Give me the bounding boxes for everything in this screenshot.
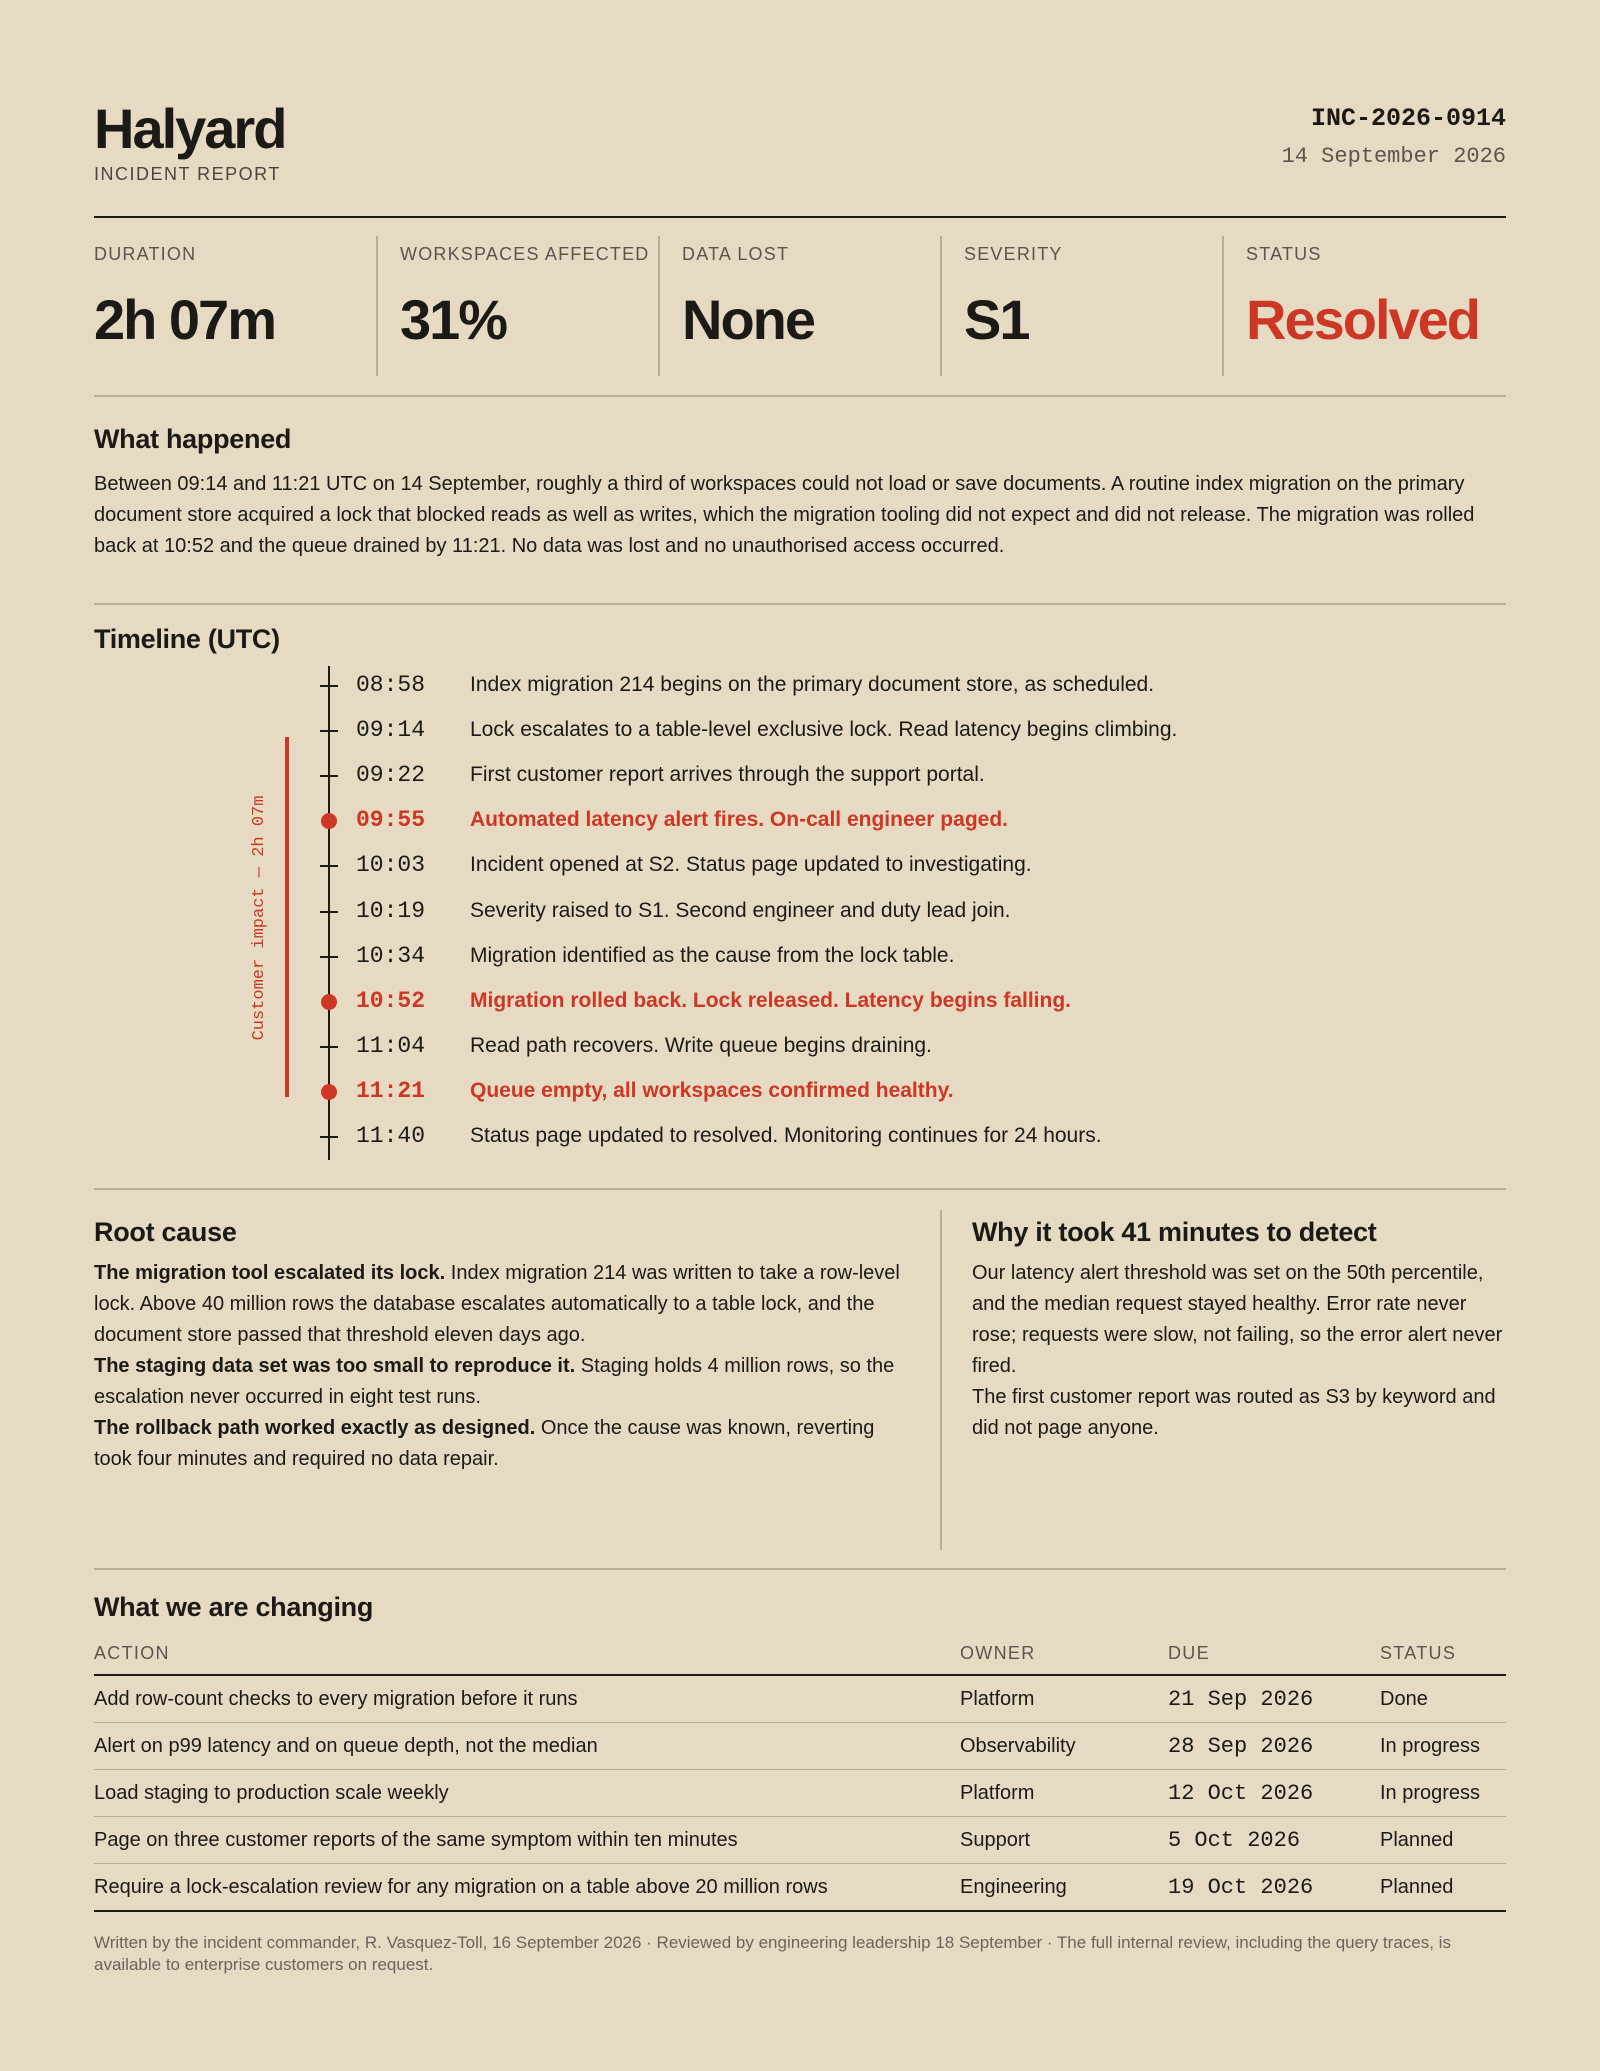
event-text: Severity raised to S1. Second engineer and duty lead join. <box>470 898 1011 922</box>
timeline-tick <box>320 865 338 867</box>
stat-label: DATA LOST <box>682 244 790 264</box>
timeline-event <box>94 754 1506 798</box>
root-cause-text: Index migration 214 was written to take a row-level lock. Above 40 million rows the database escalates automatically to a table lock, and the document store passed that threshold eleven days ago. <box>94 1262 900 1346</box>
stat-label: SEVERITY <box>964 244 1063 264</box>
event-time: 10:03 <box>356 852 426 879</box>
root-cause-item <box>94 1351 914 1413</box>
changes-table <box>94 1643 1506 1912</box>
table-row <box>94 1770 1506 1817</box>
summary-stats <box>94 236 1506 376</box>
column-header-action: ACTION <box>94 1643 960 1675</box>
cell-status: In progress <box>1380 1770 1506 1817</box>
report-header <box>94 98 1506 218</box>
changes-section <box>94 1592 1506 1912</box>
stat-value: S1 <box>964 288 1029 351</box>
cell-owner: Support <box>960 1817 1168 1864</box>
table-row <box>94 1864 1506 1912</box>
table-header-row <box>94 1643 1506 1675</box>
stat-data-lost <box>658 236 940 376</box>
stat-value: 31% <box>400 288 507 351</box>
event-text: Migration identified as the cause from the lock table. <box>470 943 955 967</box>
cell-due: 28 Sep 2026 <box>1168 1723 1380 1770</box>
stat-label: WORKSPACES AFFECTED <box>400 244 650 264</box>
section-title: What we are changing <box>94 1592 374 1622</box>
timeline-tick <box>320 1136 338 1138</box>
stat-value-status: Resolved <box>1246 288 1479 351</box>
cell-status: In progress <box>1380 1723 1506 1770</box>
cell-action: Alert on p99 latency and on queue depth, not the median <box>94 1723 960 1770</box>
root-cause-lead: The rollback path worked exactly as designed. <box>94 1417 536 1439</box>
timeline-event <box>94 799 1506 843</box>
event-time: 09:22 <box>356 762 426 789</box>
milestone-dot-icon <box>321 1084 337 1100</box>
event-text: Queue empty, all workspaces confirmed healthy. <box>470 1078 954 1102</box>
customer-impact-label: Customer impact — 2h 07m <box>250 795 269 1041</box>
root-cause-body <box>94 1258 914 1475</box>
event-text: Index migration 214 begins on the primary document store, as scheduled. <box>470 673 1155 696</box>
event-time: 08:58 <box>356 672 426 698</box>
timeline-section <box>94 624 1506 1174</box>
timeline-tick <box>320 685 338 687</box>
event-text: Read path recovers. Write queue begins draining. <box>470 1033 932 1057</box>
column-header-status: STATUS <box>1380 1643 1506 1675</box>
divider <box>94 1568 1506 1570</box>
incident-id: INC-2026-0914 <box>1310 104 1506 133</box>
detect-section <box>972 1217 1506 1444</box>
section-title: Timeline (UTC) <box>94 624 280 654</box>
timeline-event <box>94 1115 1506 1159</box>
timeline-tick <box>320 1046 338 1048</box>
root-cause-item <box>94 1258 914 1351</box>
root-cause-text: Once the cause was known, reverting took four minutes and required no data repair. <box>94 1417 875 1470</box>
event-time: 10:34 <box>356 942 426 969</box>
column-header-owner: OWNER <box>960 1643 1168 1675</box>
event-time: 10:52 <box>356 987 426 1014</box>
root-cause-lead: The staging data set was too small to reproduce it. <box>94 1355 576 1377</box>
cell-action: Require a lock-escalation review for any migration on a table above 20 million rows <box>94 1864 960 1912</box>
cell-owner: Platform <box>960 1675 1168 1723</box>
event-time: 09:14 <box>356 717 426 744</box>
brand-title: Halyard <box>94 97 286 160</box>
section-title: Why it took 41 minutes to detect <box>972 1217 1377 1247</box>
stat-workspaces <box>376 236 658 376</box>
cell-due: 21 Sep 2026 <box>1168 1675 1380 1723</box>
stat-value: 2h 07m <box>94 288 275 351</box>
timeline-event <box>94 980 1506 1024</box>
column-divider <box>940 1210 942 1550</box>
timeline-tick <box>320 775 338 777</box>
cell-due: 12 Oct 2026 <box>1168 1770 1380 1817</box>
timeline-tick <box>320 956 338 958</box>
table-row <box>94 1723 1506 1770</box>
timeline-event <box>94 664 1506 708</box>
stat-status <box>1222 236 1506 376</box>
section-title: Root cause <box>94 1217 237 1247</box>
report-subtitle: INCIDENT REPORT <box>94 164 281 184</box>
event-text: Migration rolled back. Lock released. Latency begins falling. <box>470 988 1071 1012</box>
event-text: Automated latency alert fires. On-call engineer paged. <box>470 808 1008 832</box>
detect-body <box>972 1258 1506 1444</box>
cell-action: Page on three customer reports of the same symptom within ten minutes <box>94 1817 960 1864</box>
cell-action: Load staging to production scale weekly <box>94 1770 960 1817</box>
cell-status: Planned <box>1380 1817 1506 1864</box>
root-cause-item <box>94 1413 914 1475</box>
event-time: 09:55 <box>356 807 426 834</box>
timeline-event <box>94 709 1506 753</box>
report-date: 14 September 2026 <box>1281 144 1506 169</box>
root-cause-text: Staging holds 4 million rows, so the escalation never occurred in eight test runs. <box>94 1355 895 1408</box>
timeline-event <box>94 935 1506 979</box>
cell-due: 5 Oct 2026 <box>1168 1817 1380 1864</box>
section-title: What happened <box>94 424 292 454</box>
timeline-event <box>94 844 1506 888</box>
event-text: Lock escalates to a table-level exclusive lock. Read latency begins climbing. <box>470 718 1178 742</box>
stat-label: STATUS <box>1246 244 1322 264</box>
milestone-dot-icon <box>321 813 337 829</box>
stat-label: DURATION <box>94 244 197 264</box>
root-cause-section <box>94 1217 914 1475</box>
event-text: Status page updated to resolved. Monitoring continues for 24 hours. <box>470 1124 1102 1147</box>
cell-due: 19 Oct 2026 <box>1168 1864 1380 1912</box>
what-happened-section <box>94 424 1506 562</box>
cell-status: Done <box>1380 1675 1506 1723</box>
table-row <box>94 1675 1506 1723</box>
cell-owner: Platform <box>960 1770 1168 1817</box>
divider <box>94 603 1506 605</box>
event-time: 11:40 <box>356 1123 426 1149</box>
event-time: 11:04 <box>356 1032 426 1059</box>
column-header-due: DUE <box>1168 1643 1380 1675</box>
stat-value: None <box>682 288 814 351</box>
event-time: 11:21 <box>356 1077 426 1104</box>
cell-action: Add row-count checks to every migration before it runs <box>94 1675 960 1723</box>
detect-paragraph: Our latency alert threshold was set on the 50th percentile, and the median request stayed healthy. Error rate never rose; requests were slow, not failing, so the error alert never fired. <box>972 1262 1503 1377</box>
detect-paragraph: The first customer report was routed as S3 by keyword and did not page anyone. <box>972 1386 1496 1439</box>
incident-report <box>94 0 1506 2071</box>
timeline-event <box>94 1070 1506 1114</box>
timeline-event <box>94 890 1506 934</box>
cell-owner: Observability <box>960 1723 1168 1770</box>
timeline-tick <box>320 730 338 732</box>
cell-owner: Engineering <box>960 1864 1168 1912</box>
timeline-tick <box>320 911 338 913</box>
divider <box>94 395 1506 397</box>
event-text: First customer report arrives through the support portal. <box>470 763 985 787</box>
milestone-dot-icon <box>321 994 337 1010</box>
event-time: 10:19 <box>356 897 426 924</box>
cell-status: Planned <box>1380 1864 1506 1912</box>
table-row <box>94 1817 1506 1864</box>
divider <box>94 1188 1506 1190</box>
stat-severity <box>940 236 1222 376</box>
root-cause-lead: The migration tool escalated its lock. <box>94 1262 446 1284</box>
what-happened-body: Between 09:14 and 11:21 UTC on 14 September, roughly a third of workspaces could not load or save documents. A routine index migration on the primary document store acquired a lock that blocked reads as well as writes, which the migration tooling did not expect and did not release. The migration was rolled back at 10:52 and the queue drained by 11:21. No data was lost and no unauthorised access occurred. <box>94 473 1475 557</box>
event-text: Incident opened at S2. Status page updated to investigating. <box>470 853 1032 877</box>
stat-duration <box>94 236 374 376</box>
report-footer: Written by the incident commander, R. Vasquez-Toll, 16 September 2026 · Reviewed by engineering leadership 18 September · The full internal review, including the query traces, is available to enterprise customers on request. <box>94 1933 1451 1974</box>
timeline-event <box>94 1025 1506 1069</box>
